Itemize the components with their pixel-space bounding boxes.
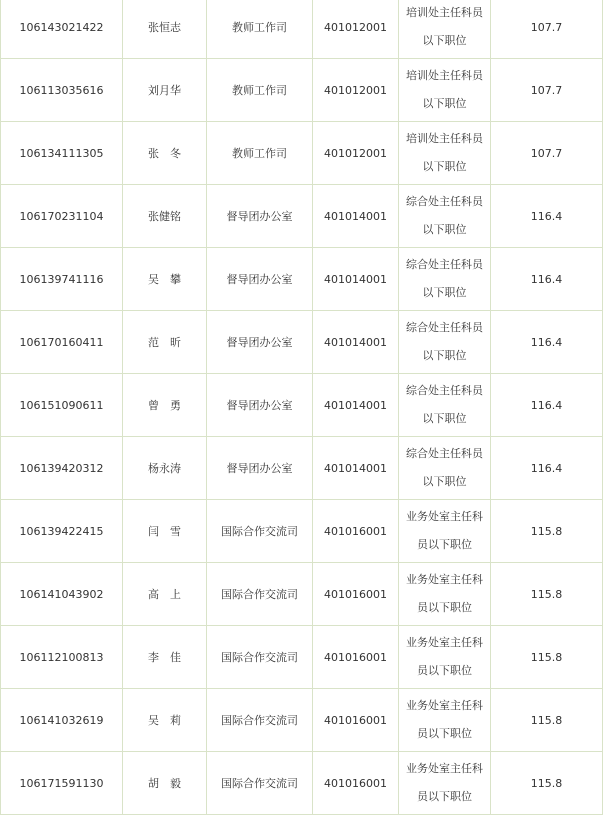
position-code-cell: 401016001 bbox=[313, 563, 399, 626]
score-cell: 107.7 bbox=[491, 59, 603, 122]
position-code-cell: 401012001 bbox=[313, 122, 399, 185]
position-line: 以下职位 bbox=[422, 34, 467, 47]
position-line: 业务处室主任科 bbox=[406, 573, 483, 586]
position-cell bbox=[399, 311, 491, 374]
position-cell bbox=[399, 374, 491, 437]
position-cell bbox=[399, 563, 491, 626]
position-cell bbox=[399, 0, 491, 59]
table-row bbox=[1, 248, 603, 311]
score-cell: 116.4 bbox=[491, 374, 603, 437]
position-line: 业务处室主任科 bbox=[406, 762, 483, 775]
score-cell: 116.4 bbox=[491, 311, 603, 374]
ticket-number-cell: 106139422415 bbox=[1, 500, 123, 563]
candidate-name-cell: 吴 莉 bbox=[123, 689, 207, 752]
department-cell: 督导团办公室 bbox=[207, 437, 313, 500]
candidate-name-cell: 刘月华 bbox=[123, 59, 207, 122]
candidate-name-cell: 吴 攀 bbox=[123, 248, 207, 311]
score-cell: 115.8 bbox=[491, 626, 603, 689]
position-code-cell: 401014001 bbox=[313, 248, 399, 311]
table-row bbox=[1, 626, 603, 689]
candidate-name-cell: 张健铭 bbox=[123, 185, 207, 248]
table-body bbox=[1, 0, 603, 815]
position-line: 业务处室主任科 bbox=[406, 636, 483, 649]
ticket-number-cell: 106170231104 bbox=[1, 185, 123, 248]
candidate-name-cell: 杨永涛 bbox=[123, 437, 207, 500]
score-cell: 115.8 bbox=[491, 500, 603, 563]
position-line: 培训处主任科员 bbox=[406, 132, 483, 145]
table-row bbox=[1, 563, 603, 626]
position-line: 员以下职位 bbox=[417, 790, 472, 803]
department-cell: 国际合作交流司 bbox=[207, 563, 313, 626]
position-code-cell: 401014001 bbox=[313, 437, 399, 500]
position-code-cell: 401016001 bbox=[313, 500, 399, 563]
ticket-number-cell: 106112100813 bbox=[1, 626, 123, 689]
position-cell bbox=[399, 752, 491, 815]
position-cell bbox=[399, 59, 491, 122]
score-cell: 116.4 bbox=[491, 437, 603, 500]
department-cell: 教师工作司 bbox=[207, 59, 313, 122]
position-line: 培训处主任科员 bbox=[406, 69, 483, 82]
position-line: 以下职位 bbox=[422, 475, 467, 488]
position-line: 培训处主任科员 bbox=[406, 6, 483, 19]
position-code-cell: 401014001 bbox=[313, 185, 399, 248]
position-cell bbox=[399, 626, 491, 689]
department-cell: 国际合作交流司 bbox=[207, 500, 313, 563]
position-line: 员以下职位 bbox=[417, 601, 472, 614]
position-code-cell: 401016001 bbox=[313, 752, 399, 815]
table-row bbox=[1, 437, 603, 500]
candidate-name-cell: 张恒志 bbox=[123, 0, 207, 59]
department-cell: 督导团办公室 bbox=[207, 248, 313, 311]
ticket-number-cell: 106170160411 bbox=[1, 311, 123, 374]
position-line: 业务处室主任科 bbox=[406, 510, 483, 523]
position-code-cell: 401016001 bbox=[313, 689, 399, 752]
department-cell: 国际合作交流司 bbox=[207, 626, 313, 689]
position-line: 综合处主任科员 bbox=[406, 447, 483, 460]
score-cell: 115.8 bbox=[491, 563, 603, 626]
ticket-number-cell: 106143021422 bbox=[1, 0, 123, 59]
candidate-name-cell: 高 上 bbox=[123, 563, 207, 626]
department-cell: 教师工作司 bbox=[207, 0, 313, 59]
table-row bbox=[1, 185, 603, 248]
position-line: 以下职位 bbox=[422, 223, 467, 236]
position-line: 员以下职位 bbox=[417, 664, 472, 677]
ticket-number-cell: 106171591130 bbox=[1, 752, 123, 815]
position-line: 综合处主任科员 bbox=[406, 195, 483, 208]
table-row bbox=[1, 374, 603, 437]
department-cell: 督导团办公室 bbox=[207, 311, 313, 374]
position-line: 综合处主任科员 bbox=[406, 321, 483, 334]
ticket-number-cell: 106141032619 bbox=[1, 689, 123, 752]
position-cell bbox=[399, 248, 491, 311]
department-cell: 教师工作司 bbox=[207, 122, 313, 185]
position-code-cell: 401012001 bbox=[313, 59, 399, 122]
ticket-number-cell: 106141043902 bbox=[1, 563, 123, 626]
position-code-cell: 401012001 bbox=[313, 0, 399, 59]
position-cell bbox=[399, 437, 491, 500]
score-cell: 107.7 bbox=[491, 0, 603, 59]
position-line: 以下职位 bbox=[422, 286, 467, 299]
ticket-number-cell: 106113035616 bbox=[1, 59, 123, 122]
position-line: 综合处主任科员 bbox=[406, 384, 483, 397]
ticket-number-cell: 106139420312 bbox=[1, 437, 123, 500]
position-line: 以下职位 bbox=[422, 97, 467, 110]
table-row bbox=[1, 689, 603, 752]
position-line: 以下职位 bbox=[422, 349, 467, 362]
department-cell: 国际合作交流司 bbox=[207, 689, 313, 752]
candidate-name-cell: 曾 勇 bbox=[123, 374, 207, 437]
candidate-name-cell: 胡 毅 bbox=[123, 752, 207, 815]
score-cell: 115.8 bbox=[491, 752, 603, 815]
table-row bbox=[1, 500, 603, 563]
position-line: 以下职位 bbox=[422, 412, 467, 425]
score-cell: 107.7 bbox=[491, 122, 603, 185]
position-line: 员以下职位 bbox=[417, 538, 472, 551]
candidate-name-cell: 范 昕 bbox=[123, 311, 207, 374]
position-code-cell: 401014001 bbox=[313, 311, 399, 374]
department-cell: 督导团办公室 bbox=[207, 374, 313, 437]
score-cell: 116.4 bbox=[491, 185, 603, 248]
department-cell: 督导团办公室 bbox=[207, 185, 313, 248]
position-code-cell: 401016001 bbox=[313, 626, 399, 689]
position-line: 综合处主任科员 bbox=[406, 258, 483, 271]
ticket-number-cell: 106134111305 bbox=[1, 122, 123, 185]
ticket-number-cell: 106151090611 bbox=[1, 374, 123, 437]
candidate-name-cell: 张 冬 bbox=[123, 122, 207, 185]
department-cell: 国际合作交流司 bbox=[207, 752, 313, 815]
position-line: 业务处室主任科 bbox=[406, 699, 483, 712]
position-code-cell: 401014001 bbox=[313, 374, 399, 437]
table-row bbox=[1, 122, 603, 185]
ticket-number-cell: 106139741116 bbox=[1, 248, 123, 311]
table-row bbox=[1, 0, 603, 59]
position-cell bbox=[399, 500, 491, 563]
position-line: 以下职位 bbox=[422, 160, 467, 173]
score-cell: 115.8 bbox=[491, 689, 603, 752]
score-cell: 116.4 bbox=[491, 248, 603, 311]
position-line: 员以下职位 bbox=[417, 727, 472, 740]
table-row bbox=[1, 752, 603, 815]
candidate-name-cell: 李 佳 bbox=[123, 626, 207, 689]
table-row bbox=[1, 59, 603, 122]
position-cell bbox=[399, 185, 491, 248]
table-row bbox=[1, 311, 603, 374]
position-cell bbox=[399, 689, 491, 752]
candidate-name-cell: 闫 雪 bbox=[123, 500, 207, 563]
position-cell bbox=[399, 122, 491, 185]
